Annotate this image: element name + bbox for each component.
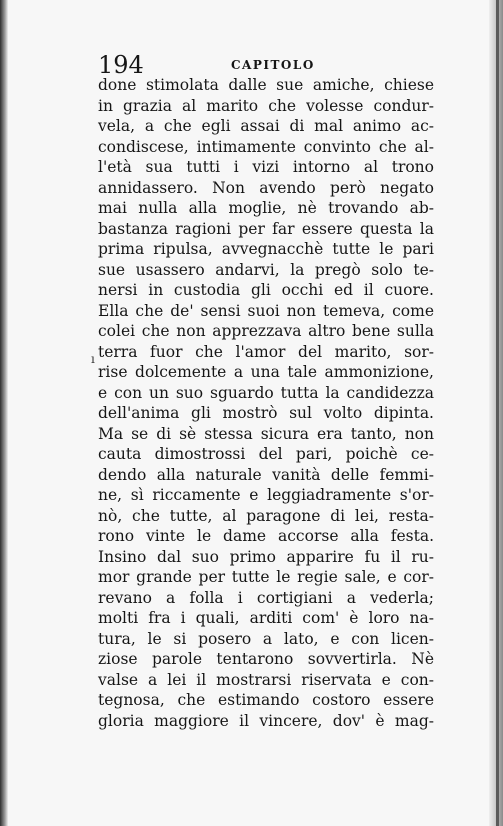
text-line: nò, che tutte, al paragone di lei, resta- bbox=[98, 506, 434, 525]
text-line: mor grande per tutte le regie sale, e cor- bbox=[98, 568, 434, 586]
text-line: Ma se di sè stessa sicura era tanto, non bbox=[98, 424, 434, 443]
text-line: revano a folla i cortigiani a vederla; bbox=[98, 588, 434, 607]
text-line: nersi in custodia gli occhi ed il cuore. bbox=[98, 281, 434, 299]
page-number: 194 bbox=[98, 51, 144, 79]
text-line: Ella che de' sensi suoi non temeva, come bbox=[98, 301, 434, 320]
text-line: sue usassero andarvi, la pregò solo te- bbox=[98, 260, 434, 279]
text-line: ziose parole tentarono sovvertirla. Nè bbox=[98, 650, 434, 668]
text-line: terra fuor che l'amor del marito, sor- bbox=[98, 342, 434, 361]
margin-mark: ı bbox=[91, 352, 95, 366]
text-line: tegnosa, che estimando costoro essere bbox=[98, 691, 434, 709]
body-text bbox=[98, 75, 434, 731]
text-line: ne, sì riccamente e leggiadramente s'or- bbox=[98, 486, 434, 504]
page-right-edge bbox=[489, 0, 503, 826]
text-line: mai nulla alla moglie, nè trovando ab- bbox=[98, 199, 434, 217]
text-line: gloria maggiore il vincere, dov' è mag- bbox=[98, 711, 434, 730]
text-line: dell'anima gli mostrò sul volto dipinta. bbox=[98, 404, 434, 422]
text-line: dendo alla naturale vanità delle femmi- bbox=[98, 465, 434, 484]
running-title: CAPITOLO bbox=[231, 58, 315, 72]
text-line: bastanza ragioni per far essere questa la bbox=[98, 219, 434, 238]
text-line: in grazia al marito che volesse condur- bbox=[98, 96, 434, 115]
text-line: annidassero. Non avendo però negato bbox=[98, 178, 434, 197]
text-line: tura, le si posero a lato, e con licen- bbox=[98, 629, 434, 648]
text-line: done stimolata dalle sue amiche, chiese bbox=[98, 76, 434, 94]
text-line: colei che non apprezzava altro bene sulla bbox=[98, 322, 434, 340]
text-line: Insino dal suo primo apparire fu il ru- bbox=[98, 547, 434, 566]
text-line: rono vinte le dame accorse alla festa. bbox=[98, 527, 434, 545]
text-line: e con un suo sguardo tutta la candidezza bbox=[98, 383, 434, 402]
text-line: rise dolcemente a una tale ammonizione, bbox=[98, 363, 434, 381]
text-line: prima ripulsa, avvegnacchè tutte le pari bbox=[98, 240, 434, 258]
text-line: cauta dimostrossi del pari, poichè ce- bbox=[98, 445, 434, 463]
page-left-edge bbox=[0, 0, 8, 826]
text-line: condiscese, intimamente convinto che al- bbox=[98, 137, 434, 156]
text-line: molti fra i quali, arditi com' è loro na- bbox=[98, 609, 434, 627]
text-line: vela, a che egli assai di mal animo ac- bbox=[98, 117, 434, 135]
text-line: valse a lei il mostrarsi riservata e con- bbox=[98, 670, 434, 689]
text-line: l'età sua tutti i vizi intorno al trono bbox=[98, 158, 434, 176]
